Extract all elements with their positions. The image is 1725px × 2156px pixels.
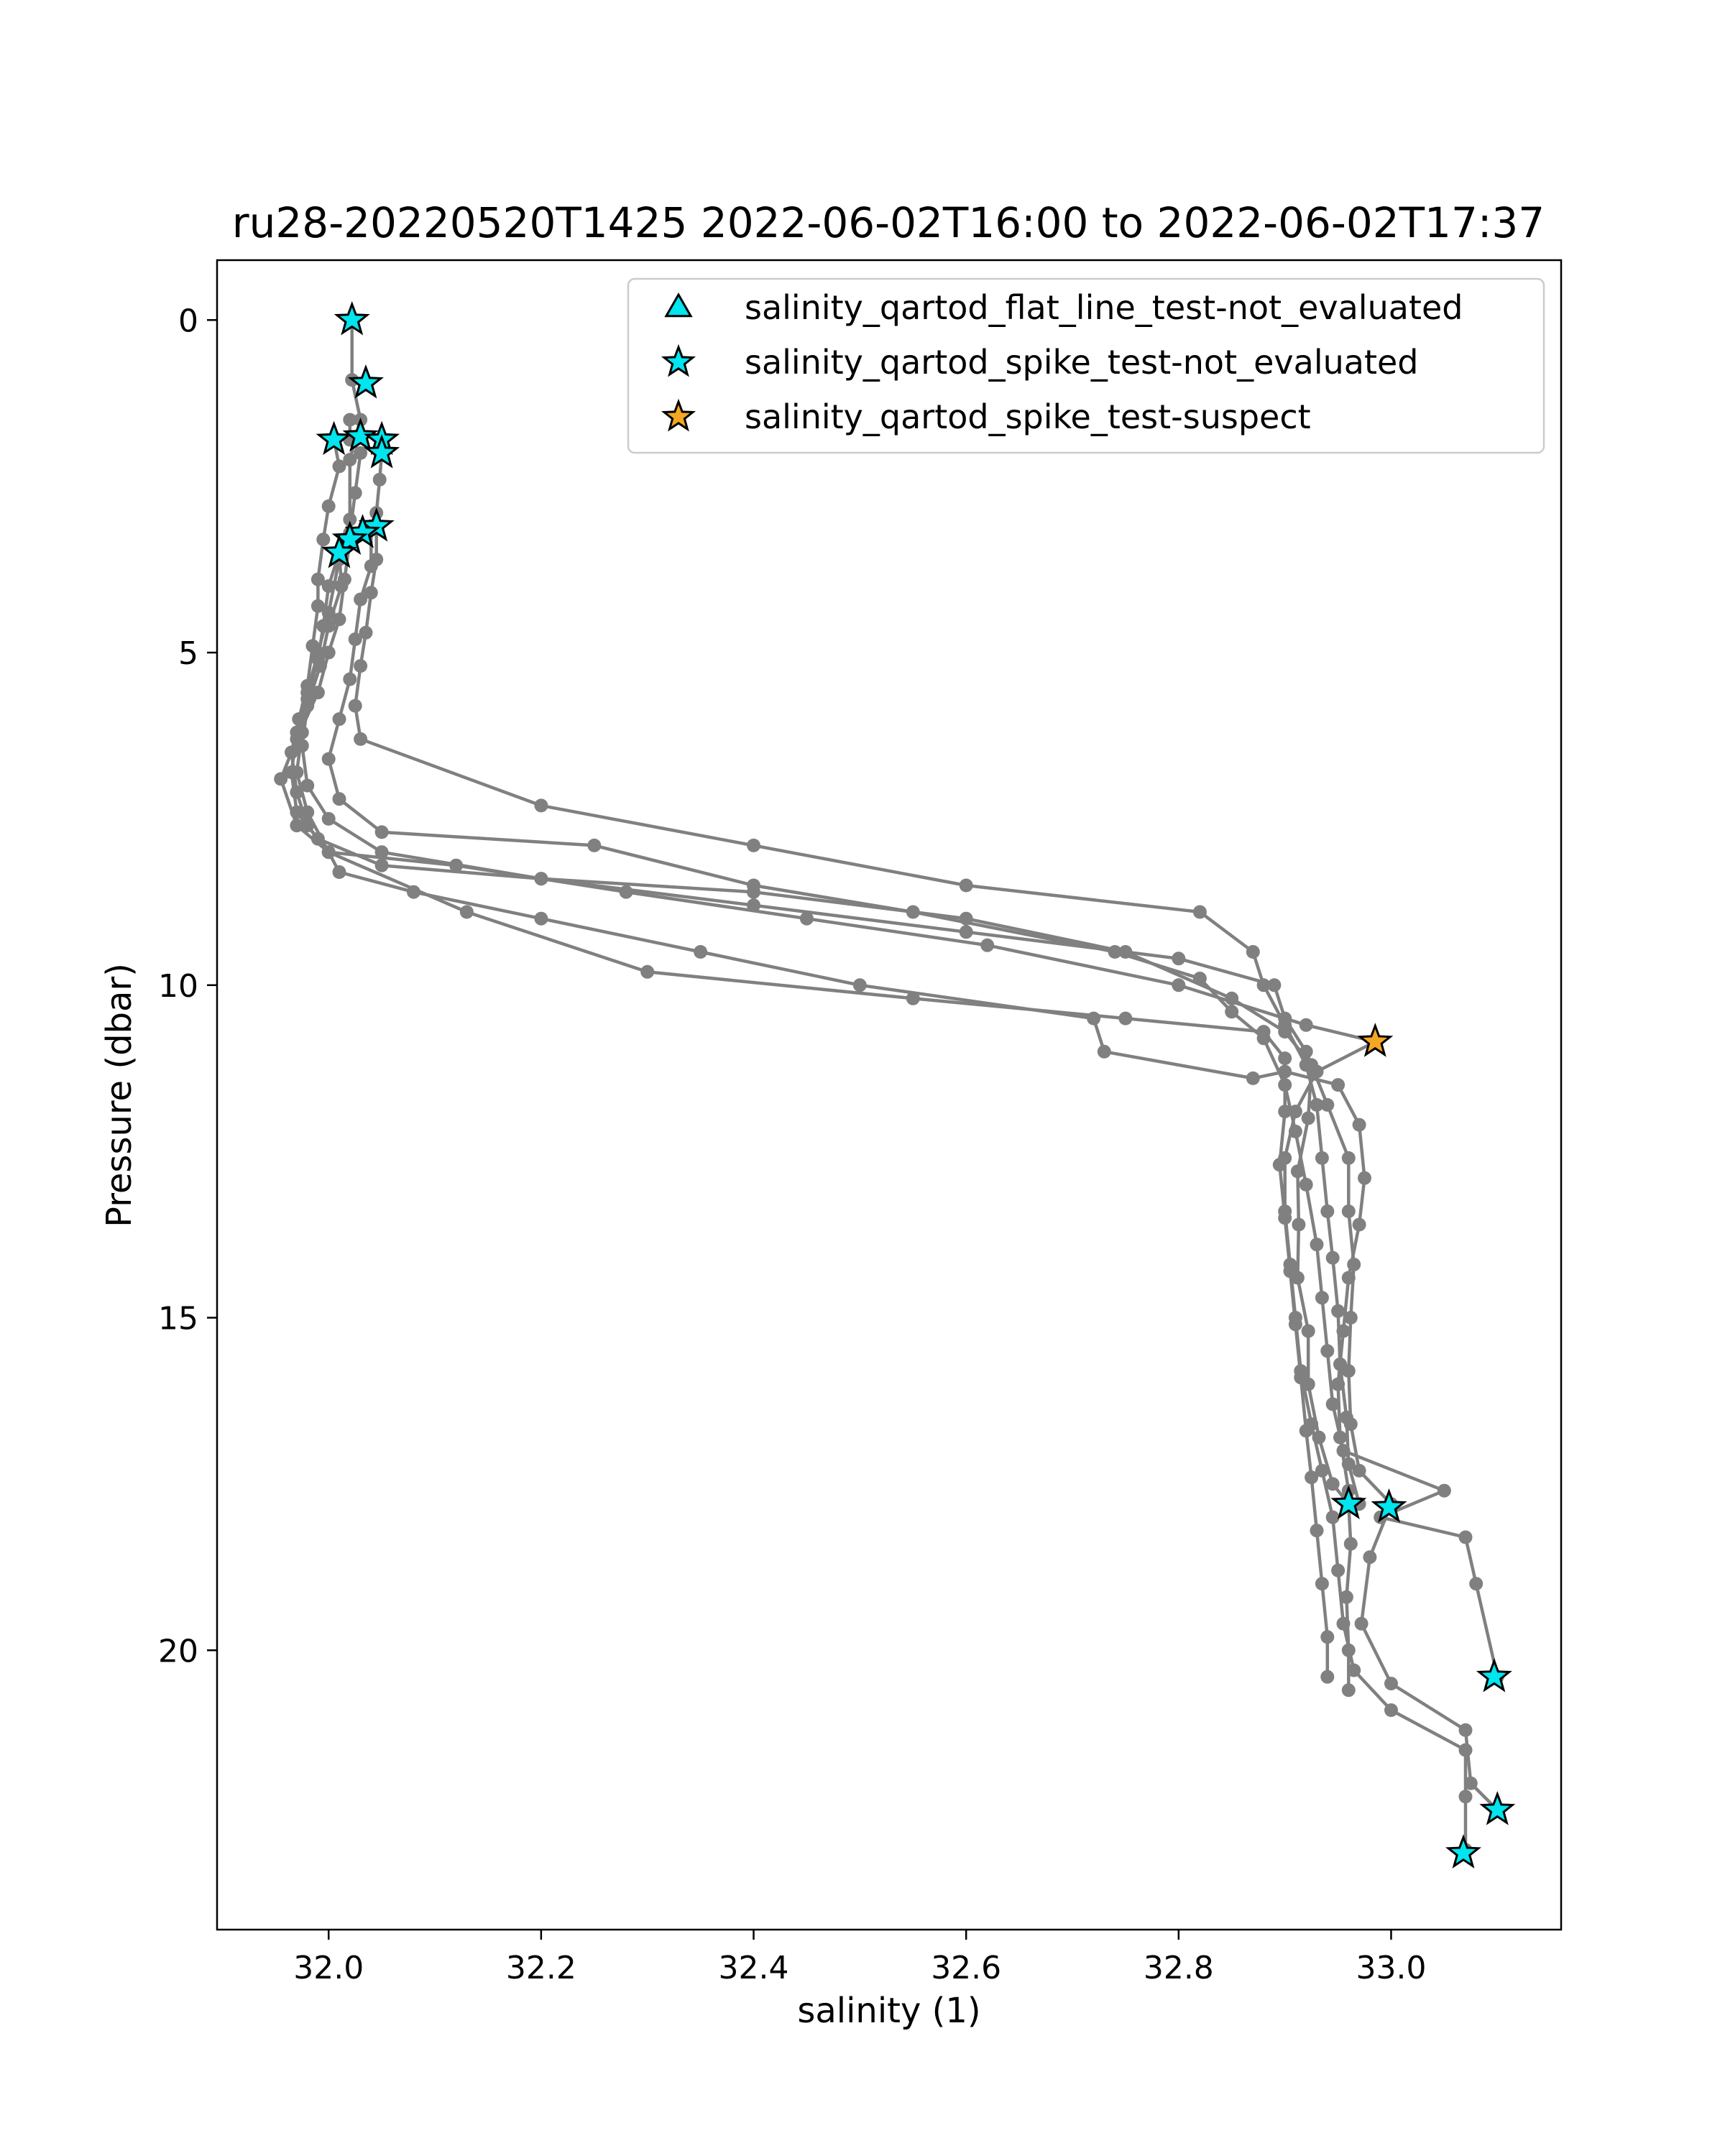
profile-point [1289,1317,1302,1331]
profile-point [1342,1204,1356,1218]
profile-point [316,533,330,546]
profile-point [349,699,362,713]
legend-label: salinity_qartod_flat_line_test-not_evaluated [745,288,1463,327]
profile-point [292,712,305,726]
profile-point [1312,1431,1326,1445]
profile-point [1464,1777,1478,1790]
profile-point [800,912,814,926]
profile-point [1331,1304,1345,1318]
profile-point [1257,1025,1271,1038]
profile-point [1347,1664,1361,1677]
profile-point [1225,992,1238,1005]
profile-point [1333,1358,1347,1371]
profile-point [1344,1537,1358,1551]
profile-point [1087,1012,1100,1026]
profile-point [460,906,474,919]
profile-point [1193,906,1207,919]
profile-point [338,573,351,586]
profile-point [369,553,383,566]
profile-point [290,765,303,779]
profile-point [980,939,994,952]
profile-point [1302,1111,1315,1125]
y-tick-label: 20 [158,1633,198,1670]
profile-point [1340,1411,1353,1424]
profile-point [1278,1211,1292,1225]
profile-point [1302,1325,1315,1338]
profile-point [1300,1018,1313,1032]
profile-point [534,798,548,812]
x-tick-label: 32.8 [1143,1950,1214,1986]
profile-point [290,732,303,746]
profile-point [354,732,367,746]
profile-point [354,659,367,673]
y-tick-label: 15 [158,1300,198,1337]
profile-point [1246,1072,1260,1085]
profile-point [1326,1397,1340,1411]
profile-point [285,745,298,759]
profile-point [322,646,336,660]
profile-point [1310,1098,1324,1112]
profile-point [316,619,330,633]
profile-point [1284,1264,1297,1278]
profile-point [375,859,389,872]
profile-point [343,413,356,427]
profile-point [449,859,463,872]
profile-point [853,978,867,992]
profile-point [1363,1550,1376,1564]
x-tick-label: 32.4 [718,1950,789,1986]
profile-point [375,845,389,859]
profile-point [322,845,336,859]
profile-point [364,586,378,599]
profile-point [300,806,314,819]
profile-point [1337,1617,1351,1631]
profile-point [322,752,336,766]
profile-point [1337,1444,1351,1457]
profile-point [1459,1531,1473,1544]
profile-point [359,626,373,640]
profile-point [1326,1251,1340,1265]
profile-point [1315,1577,1329,1590]
profile-point [1292,1218,1305,1232]
chart-title: ru28-20220520T1425 2022-06-02T16:00 to 2022-06-02T17:37 [231,198,1545,247]
profile-point [1353,1218,1366,1232]
profile-point [1358,1171,1371,1185]
profile-point [960,879,973,893]
profile-point [620,885,633,899]
profile-point [1340,1590,1353,1604]
profile-point [1300,1178,1313,1192]
profile-point [407,885,420,899]
profile-point [1459,1743,1473,1757]
profile-point [306,639,320,653]
legend-label: salinity_qartod_spike_test-suspect [745,397,1311,436]
profile-point [1172,978,1185,992]
profile-point [1300,1058,1313,1072]
profile-point [290,819,303,832]
profile-point [1225,1005,1238,1018]
y-tick-label: 0 [178,303,198,340]
profile-point [1098,1045,1111,1059]
profile-point [333,712,346,726]
x-tick-label: 33.0 [1356,1950,1427,1986]
profile-point [1257,978,1271,992]
profile-point [322,579,336,593]
profile-point [960,925,973,939]
legend-label: salinity_qartod_spike_test-not_evaluated [745,343,1419,382]
profile-point [747,879,760,893]
profile-point [1193,972,1207,985]
y-axis-label: Pressure (dbar) [99,963,139,1227]
x-tick-label: 32.2 [505,1950,576,1986]
profile-point [1320,1344,1334,1358]
profile-point [1118,1012,1132,1026]
profile-point [311,599,325,613]
profile-point [1331,1378,1345,1391]
profile-point [1305,1470,1318,1484]
profile-point [1384,1703,1398,1717]
profile-point [1326,1511,1340,1524]
profile-point [343,673,356,686]
profile-point [333,459,346,473]
profile-point [534,912,548,926]
profile-point [375,825,389,839]
profile-point [1469,1577,1483,1590]
profile-point [1342,1644,1356,1657]
profile-point [373,473,387,487]
profile-point [1172,952,1185,965]
profile-point [1246,945,1260,959]
profile-point [1278,1051,1292,1065]
profile-point [1278,1105,1292,1118]
profile-point [333,865,346,879]
profile-point [274,772,288,786]
profile-point [1342,1457,1356,1471]
profile-point [1384,1677,1398,1690]
profile-point [906,992,920,1005]
profile-point [1278,1078,1292,1092]
profile-point [1108,945,1122,959]
profile-point [1331,1078,1345,1092]
profile-point [311,832,325,846]
profile-point [1333,1431,1347,1445]
profile-point [1438,1484,1451,1498]
profile-point [747,898,760,912]
profile-point [1342,1683,1356,1697]
profile-point [747,839,760,852]
profile-point [1347,1258,1361,1271]
profile-point [1337,1325,1351,1338]
profile-point [1459,1789,1473,1803]
profile-point [333,792,346,806]
x-tick-label: 32.0 [293,1950,364,1986]
profile-point [1326,1477,1340,1491]
profile-point [1331,1564,1345,1577]
profile-point [322,499,336,513]
profile-point [1320,1670,1334,1684]
x-tick-label: 32.6 [931,1950,1002,1986]
x-axis-label: salinity (1) [797,1991,981,2031]
profile-point [333,612,346,626]
profile-point [322,812,336,826]
profile-point [1273,1158,1287,1171]
profile-point [1310,1524,1324,1537]
profile-point [311,686,325,699]
profile-point [349,486,362,499]
profile-point [1294,1370,1307,1384]
profile-point [694,945,707,959]
y-tick-label: 10 [158,967,198,1005]
profile-point [1342,1151,1356,1165]
profile-point [1320,1630,1334,1644]
profile-point [1320,1204,1334,1218]
profile-point [1278,1065,1292,1079]
profile-point [640,965,654,979]
profile-point [290,786,303,799]
profile-point [1310,1238,1324,1251]
profile-point [1300,1045,1313,1059]
profile-point [1353,1118,1366,1132]
profile-point [1291,1164,1305,1178]
profile-point [1289,1125,1302,1138]
profile-point [1315,1151,1329,1165]
profile-point [1459,1723,1473,1737]
profile-point [1342,1271,1356,1285]
legend [628,279,1544,453]
profile-point [906,906,920,919]
profile-point [1355,1617,1368,1631]
profile-point [587,839,601,852]
profile-point [960,912,973,926]
profile-point [534,872,548,885]
profile-point [1344,1311,1358,1325]
profile-point [1300,1424,1313,1437]
profile-point [1278,1018,1292,1032]
y-tick-label: 5 [178,635,198,673]
profile-point [1315,1291,1329,1304]
